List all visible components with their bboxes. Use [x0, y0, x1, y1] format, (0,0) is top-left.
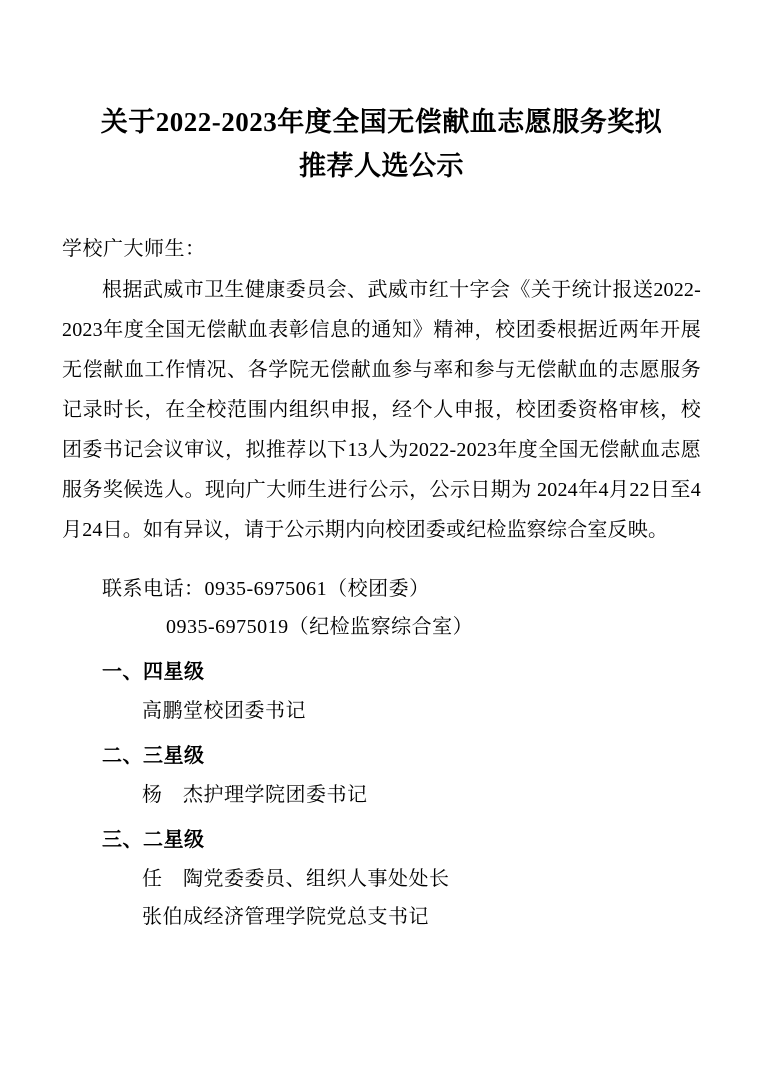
- list-item: [62, 692, 701, 730]
- section-heading-two-star: 三、二星级: [102, 829, 205, 851]
- list-item: [62, 898, 701, 936]
- person-title: 护理学院团委书记: [203, 784, 368, 806]
- person-name: 任 陶: [142, 868, 204, 890]
- section-heading-three-star: 二、三星级: [102, 745, 205, 767]
- contact-line-phone-2: 0935-6975019（纪检监察综合室）: [166, 616, 474, 638]
- person-name: 张伯成: [142, 906, 204, 928]
- page-title: 关于2022-2023年度全国无偿献血志愿服务奖拟推荐人选公示: [100, 107, 663, 181]
- person-title: 校团委书记: [203, 700, 306, 722]
- body-paragraph: 根据武威市卫生健康委员会、武威市红十字会《关于统计报送2022-2023年度全国无偿献血表彰信息的通知》精神，校团委根据近两年开展无偿献血工作情况、各学院无偿献血参与率和参与无偿献血的志愿服务记录时长，在全校范围内组织申报，经个人申报，校团委资格审核，校团委书记会议审议，拟推荐以下13人为2022-2023年度全国无偿献血志愿服务奖候选人。现向广大师生进行公示，公示日期为 2024年4月22日至4月24日。如有异议，请于公示期内向校团委或纪检监察综合室反映。: [62, 279, 701, 541]
- person-name: 高鹏堂: [142, 700, 204, 722]
- person-title: 经济管理学院党总支书记: [203, 906, 429, 928]
- list-item: [62, 860, 701, 898]
- contact-line-phone-1: 联系电话：0935-6975061（校团委）: [102, 578, 430, 600]
- salutation: 学校广大师生：: [62, 238, 206, 260]
- person-name: 杨 杰: [142, 784, 204, 806]
- person-title: 党委委员、组织人事处处长: [203, 868, 450, 890]
- list-item: [62, 776, 701, 814]
- section-heading-four-star: 一、四星级: [102, 661, 205, 683]
